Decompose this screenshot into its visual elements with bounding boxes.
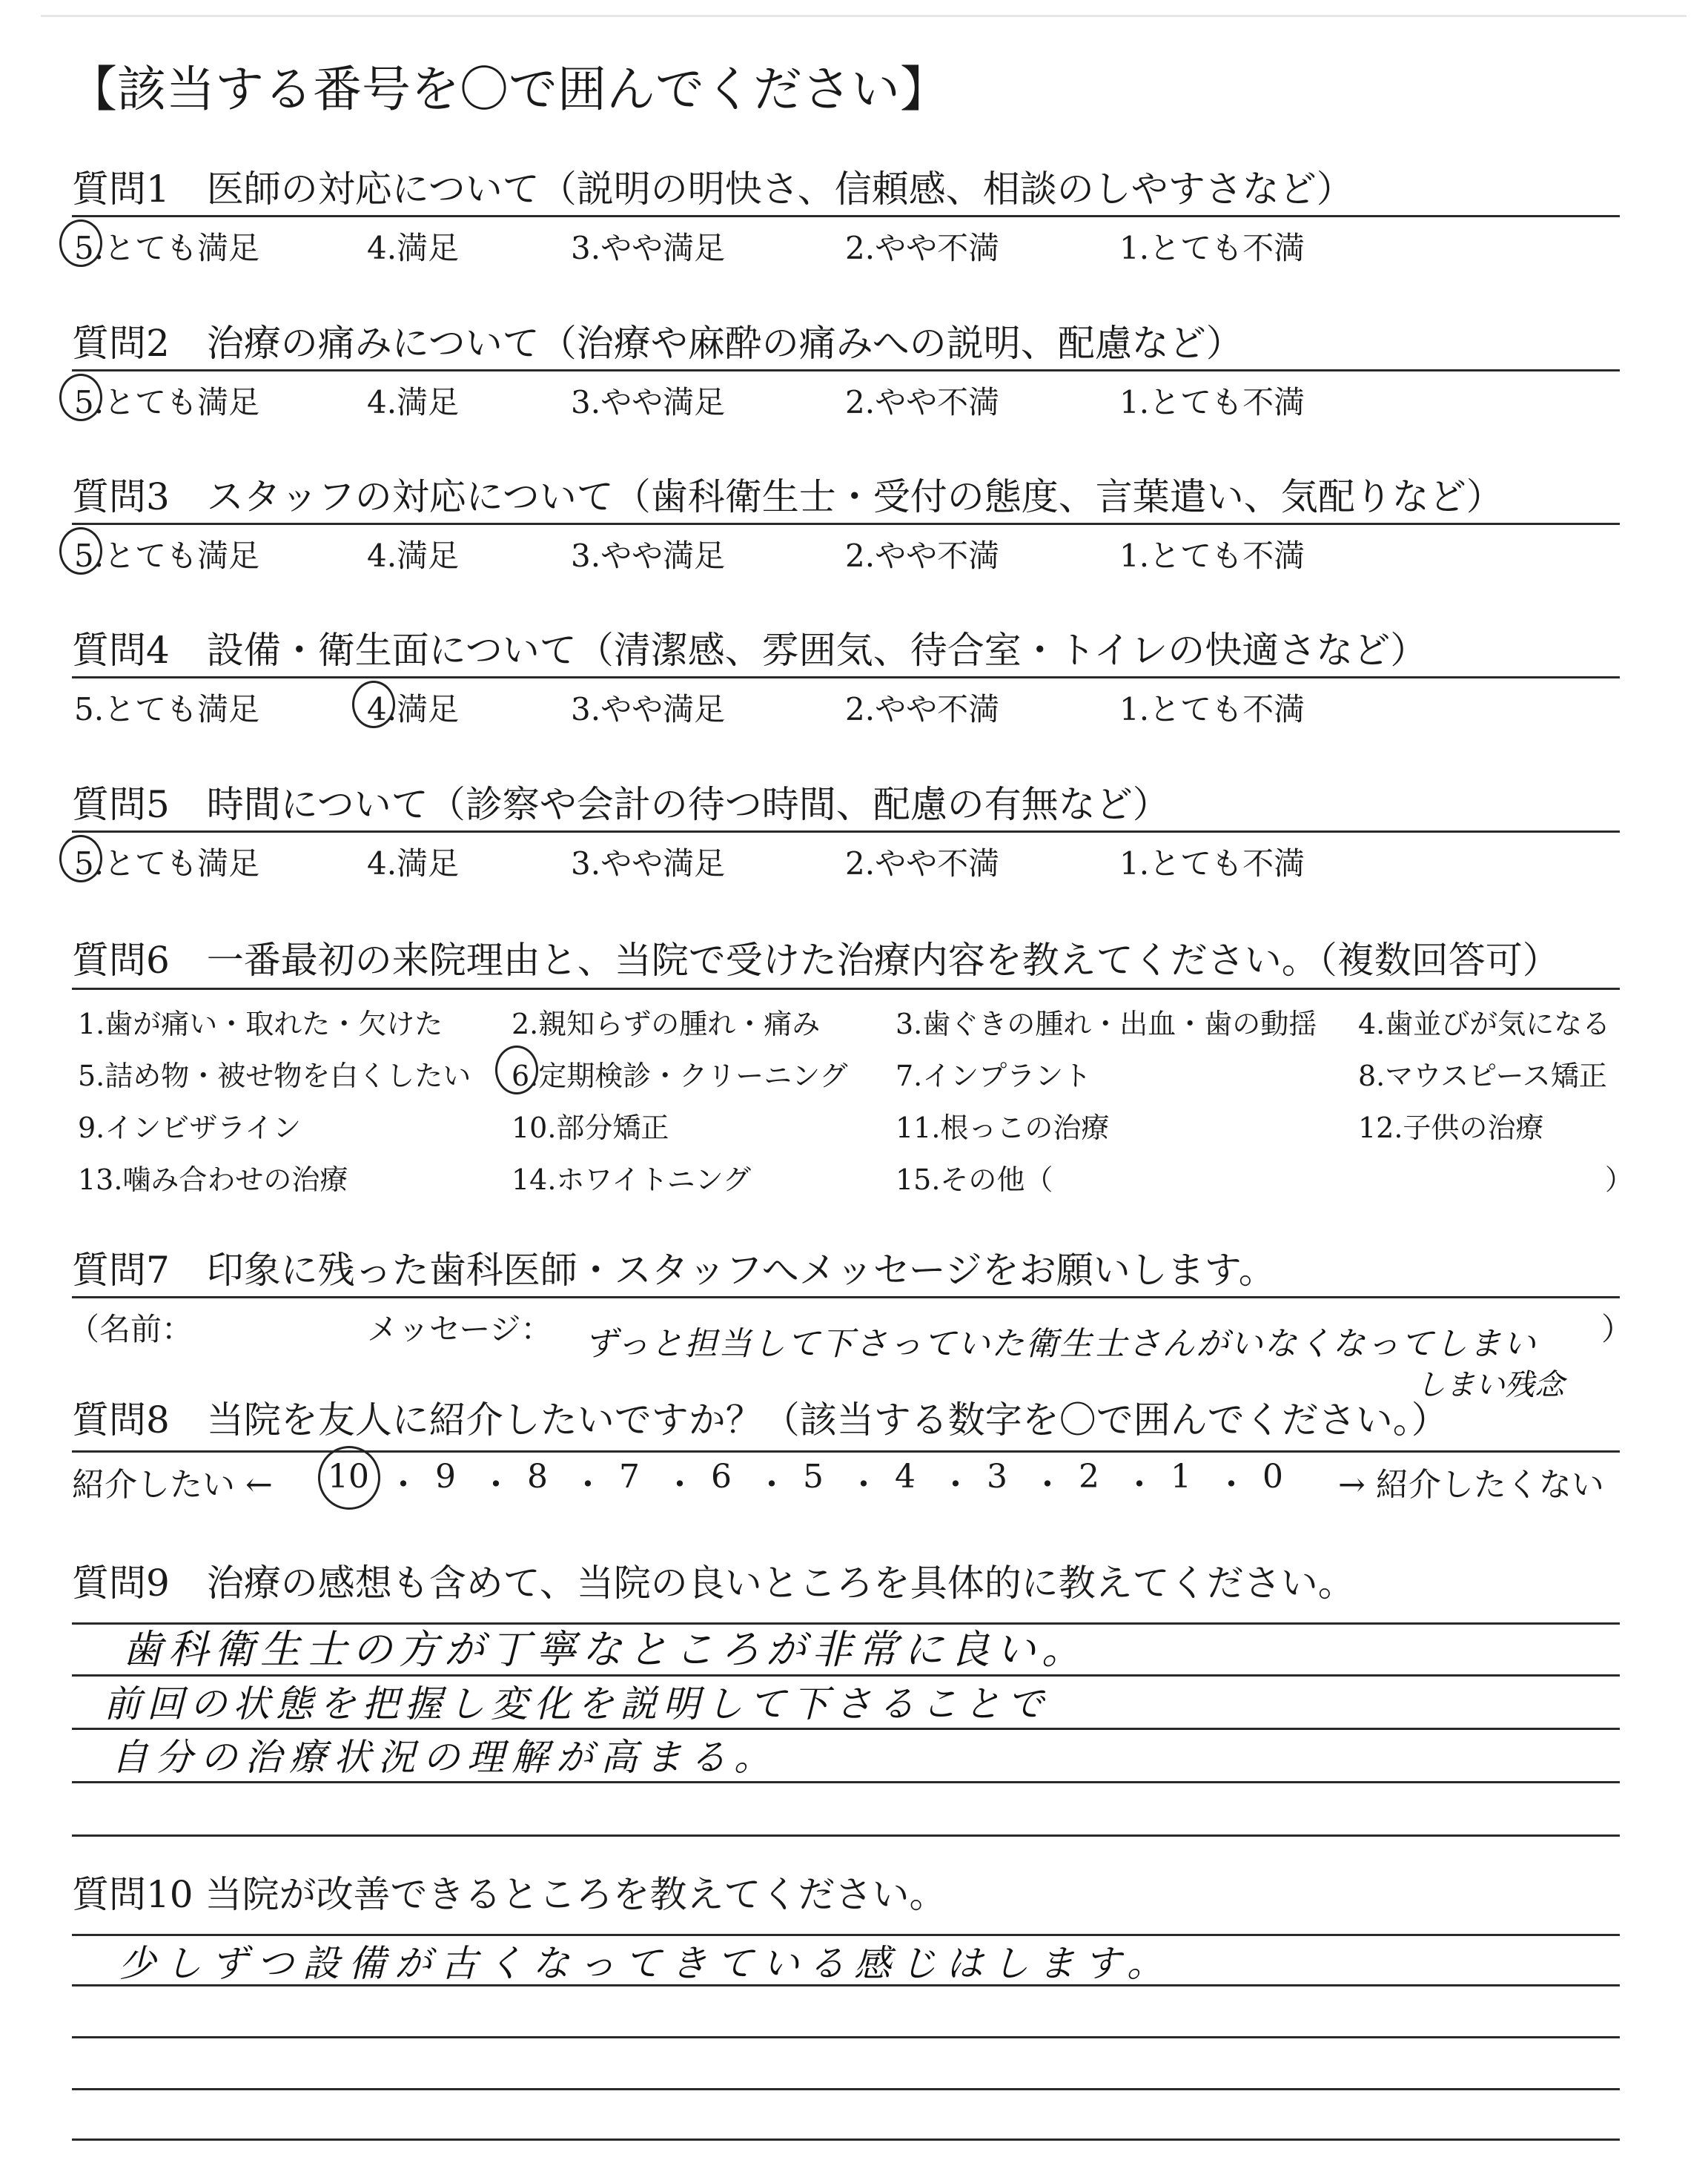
question-1-title: 質問1 医師の対応について（説明の明快さ、信頼感、相談のしやすさなど）: [72, 168, 1354, 211]
question-8: [72, 1398, 1621, 1441]
q6-option[interactable]: 14.ホワイトニング: [512, 1163, 752, 1196]
question-4-title: 質問4 設備・衛生面について（清潔感、雰囲気、待合室・トイレの快適さなど）: [72, 629, 1428, 672]
q8-scale-value[interactable]: 8: [527, 1458, 548, 1496]
q6-option[interactable]: 3.歯ぐきの腫れ・出血・歯の動揺: [896, 1008, 1317, 1040]
rating-option[interactable]: 1.とても不満: [1119, 845, 1305, 882]
selection-circle: [59, 527, 102, 575]
top-border: [41, 15, 1687, 17]
question-10: [72, 1873, 1621, 1916]
rating-option[interactable]: 1.とても不満: [1119, 230, 1305, 266]
rating-option[interactable]: 4.満足: [367, 538, 460, 574]
rating-option[interactable]: 1.とても不満: [1119, 691, 1305, 727]
q6-option[interactable]: 6.定期検診・クリーニング: [512, 1060, 848, 1092]
q10-line: [72, 2138, 1620, 2141]
q8-scale-value[interactable]: 2: [1079, 1458, 1099, 1496]
question-2-title: 質問2 治療の痛みについて（治療や麻酔の痛みへの説明、配慮など）: [72, 322, 1243, 365]
q6-option[interactable]: 11.根っこの治療: [896, 1112, 1110, 1144]
q9-answer-line3[interactable]: 自分の治療状況の理解が高まる。: [111, 1736, 778, 1779]
rating-option[interactable]: 4.満足: [367, 691, 460, 727]
q8-scale-value[interactable]: 3: [987, 1458, 1007, 1496]
q7-name-label: （名前：: [68, 1311, 193, 1347]
question-6: [72, 939, 1621, 982]
q9-answer-line1[interactable]: 歯科衛生士の方が丁寧なところが非常に良い。: [122, 1626, 1088, 1673]
rating-option[interactable]: 4.満足: [367, 384, 460, 420]
q6-option[interactable]: 15.その他（: [896, 1163, 1053, 1196]
q6-option[interactable]: 2.親知らずの腫れ・痛み: [512, 1008, 821, 1040]
question-5: [72, 783, 1621, 826]
question-5-title: 質問5 時間について（診察や会計の待つ時間、配慮の有無など）: [72, 783, 1170, 826]
question-1-rule: [72, 215, 1620, 217]
question-5-rule: [72, 830, 1620, 833]
question-1-options: [74, 224, 1557, 266]
q7-message-line2[interactable]: しまい残念: [1416, 1368, 1564, 1402]
question-4-rule: [72, 676, 1620, 678]
question-2-options: [74, 378, 1557, 420]
q8-scale-value[interactable]: 1: [1171, 1458, 1191, 1496]
q8-scale-value[interactable]: 6: [711, 1458, 732, 1496]
q7-message-label: メッセージ：: [367, 1311, 552, 1347]
selection-circle: [59, 219, 102, 267]
question-7-title: 質問7 印象に残った歯科医師・スタッフへメッセージをお願いします。: [72, 1249, 1276, 1292]
q6-selection-circle: [495, 1046, 538, 1094]
rating-option[interactable]: 5.とても満足: [74, 230, 260, 266]
form-header: 【該当する番号を〇で囲んでください】: [68, 61, 949, 118]
rating-option[interactable]: 3.やや満足: [571, 384, 726, 420]
question-1: [72, 168, 1621, 211]
q8-selection-circle: [318, 1446, 380, 1510]
rating-option[interactable]: 2.やや不満: [845, 845, 1000, 882]
question-9: [72, 1562, 1621, 1605]
q8-left-label: 紹介したい ←: [72, 1466, 273, 1504]
rating-option[interactable]: 4.満足: [367, 230, 460, 266]
selection-circle: [59, 835, 102, 882]
question-9-title: 質問9 治療の感想も含めて、当院の良いところを具体的に教えてください。: [72, 1562, 1355, 1605]
question-6-title: 質問6 一番最初の来院理由と、当院で受けた治療内容を教えてください。（複数回答可）: [72, 939, 1560, 982]
q9-line: [72, 1781, 1620, 1783]
rating-option[interactable]: 2.やや不満: [845, 384, 1000, 420]
q6-option[interactable]: 7.インプラント: [896, 1060, 1092, 1092]
question-5-options: [74, 839, 1557, 882]
q6-option[interactable]: 10.部分矯正: [512, 1112, 669, 1144]
q6-option[interactable]: 8.マウスピース矯正: [1358, 1060, 1607, 1092]
q6-option[interactable]: 9.インビザライン: [78, 1112, 302, 1144]
question-4-options: [74, 685, 1557, 727]
q6-option[interactable]: 1.歯が痛い・取れた・欠けた: [78, 1008, 443, 1040]
q9-line: [72, 1834, 1620, 1837]
question-6-rule: [72, 988, 1620, 990]
q9-answer-line2[interactable]: 前回の状態を把握し変化を説明して下さることで: [104, 1682, 1050, 1725]
q6-option-close: ）: [1605, 1163, 1634, 1196]
question-2-rule: [72, 369, 1620, 371]
question-7: [72, 1249, 1621, 1292]
q6-option[interactable]: 5.詰め物・被せ物を白くしたい: [78, 1060, 471, 1092]
question-3-title: 質問3 スタッフの対応について（歯科衛生士・受付の態度、言葉遣い、気配りなど）: [72, 475, 1503, 518]
q10-line: [72, 2088, 1620, 2090]
q8-right-label: → 紹介したくない: [1338, 1466, 1604, 1504]
question-3-rule: [72, 523, 1620, 525]
question-8-title: 質問8 当院を友人に紹介したいですか？（該当する数字を〇で囲んでください。）: [72, 1398, 1449, 1441]
question-10-title: 質問10 当院が改善できるところを教えてください。: [72, 1873, 947, 1916]
rating-option[interactable]: 3.やや満足: [571, 538, 726, 574]
rating-option[interactable]: 5.とても満足: [74, 384, 260, 420]
q8-scale-value[interactable]: 9: [435, 1458, 456, 1496]
question-8-rule: [72, 1450, 1620, 1453]
q6-option[interactable]: 13.噛み合わせの治療: [78, 1163, 348, 1196]
rating-option[interactable]: 1.とても不満: [1119, 538, 1305, 574]
q8-scale-value[interactable]: 10: [328, 1458, 369, 1496]
rating-option[interactable]: 4.満足: [367, 845, 460, 882]
rating-option[interactable]: 1.とても不満: [1119, 384, 1305, 420]
rating-option[interactable]: 2.やや不満: [845, 538, 1000, 574]
q7-message-line1[interactable]: ずっと担当して下さっていた衛生士さんがいなくなってしまい: [584, 1325, 1537, 1363]
rating-option[interactable]: 2.やや不満: [845, 691, 1000, 727]
q8-scale-value[interactable]: 4: [895, 1458, 916, 1496]
q7-close-paren: ）: [1601, 1311, 1633, 1347]
rating-option[interactable]: 5.とても満足: [74, 845, 260, 882]
q8-scale-value[interactable]: 7: [619, 1458, 640, 1496]
rating-option[interactable]: 3.やや満足: [571, 691, 726, 727]
rating-option[interactable]: 5.とても満足: [74, 538, 260, 574]
q10-answer-line1[interactable]: 少しずつ設備が古くなってきている感じはします。: [119, 1942, 1173, 1985]
question-3: [72, 475, 1621, 518]
q8-scale-value[interactable]: 5: [803, 1458, 824, 1496]
question-3-options: [74, 532, 1557, 574]
rating-option[interactable]: 2.やや不満: [845, 230, 1000, 266]
question-7-rule: [72, 1296, 1620, 1298]
q8-scale-value[interactable]: 0: [1262, 1458, 1283, 1496]
rating-option[interactable]: 3.やや満足: [571, 845, 726, 882]
q6-option[interactable]: 12.子供の治療: [1358, 1112, 1544, 1144]
rating-option[interactable]: 3.やや満足: [571, 230, 726, 266]
question-4: [72, 629, 1621, 672]
rating-option[interactable]: 5.とても満足: [74, 691, 260, 727]
selection-circle: [59, 374, 102, 421]
q10-line: [72, 2036, 1620, 2038]
q6-option[interactable]: 4.歯並びが気になる: [1358, 1008, 1611, 1040]
selection-circle: [352, 681, 395, 728]
question-2: [72, 322, 1621, 365]
